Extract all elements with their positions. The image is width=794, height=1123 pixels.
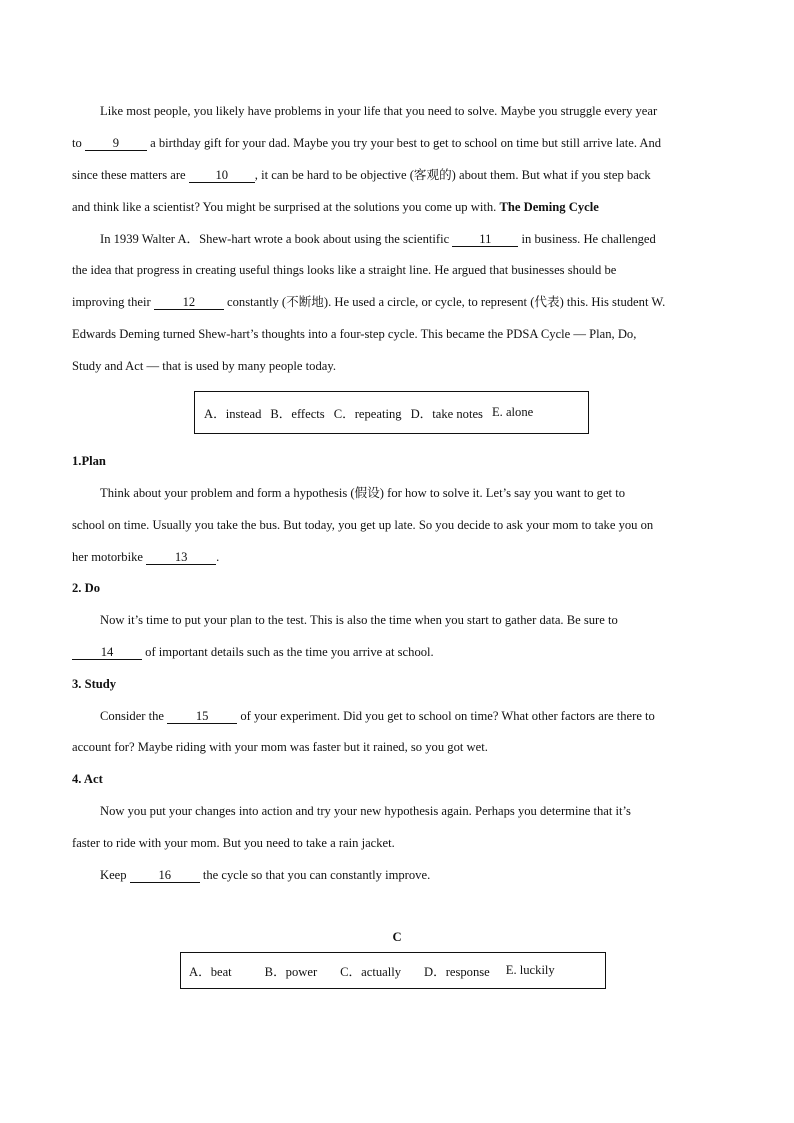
act-line-1	[100, 803, 631, 819]
text: faster to ride with your mom. But you need to take a rain jacket.	[72, 836, 395, 850]
plan-line-3	[72, 549, 219, 565]
heading-plan: 1.Plan	[72, 454, 106, 468]
section-title-deming-cycle: The Deming Cycle	[499, 200, 599, 214]
act-line-2	[72, 835, 395, 851]
p2-line-3	[72, 294, 665, 310]
text: Edwards Deming turned Shew-hart’s thoughts into a four-step cycle. This became the PDSA Cycle — Plan, Do,	[72, 327, 637, 341]
p2-line-2	[72, 262, 616, 278]
text: the cycle so that you can constantly improve.	[202, 868, 431, 882]
text: of your experiment. Did you get to school on time? What other factors are there to	[240, 709, 655, 723]
text: in business. He challenged	[521, 232, 656, 246]
blank-15[interactable]: 15	[167, 709, 237, 724]
text: a birthday gift for your dad. Maybe you try your best to get to school on time but still arrive late. And	[150, 136, 662, 150]
option-a: A．beat	[189, 965, 232, 979]
text: In 1939 Walter A．Shew-hart wrote a book about using the scientific	[100, 232, 450, 246]
options-box-1	[194, 391, 589, 434]
plan-line-1	[100, 485, 625, 501]
act-line-3	[100, 867, 430, 883]
text: , it can be hard to be objective (客观的) about them. But what if you step back	[254, 168, 651, 182]
text: constantly (不断地). He used a circle, or cycle, to represent (代表) this. His student W.	[227, 295, 666, 309]
text: school on time. Usually you take the bus. But today, you get up late. So you decide to ask your mom to take you on	[72, 518, 654, 532]
p2-line-4	[72, 326, 636, 342]
p2-line-1	[100, 231, 656, 247]
blank-11[interactable]: 11	[452, 232, 518, 247]
do-line-2	[72, 644, 434, 660]
text: to	[72, 136, 82, 150]
option-d: D．take notes	[410, 407, 483, 421]
heading-act: 4. Act	[72, 772, 103, 786]
plan-line-2	[72, 517, 653, 533]
option-e: E. luckily	[505, 963, 555, 977]
p1-line-4	[72, 199, 599, 215]
text: Now you put your changes into action and try your new hypothesis again. Perhaps you determine that it’s	[100, 804, 631, 818]
p1-line-2	[72, 135, 661, 151]
section-c-label: C	[392, 930, 402, 944]
option-c: C．actually	[340, 965, 401, 979]
p1-line-1	[100, 103, 657, 119]
text: Study and Act — that is used by many people today.	[72, 359, 336, 373]
blank-14[interactable]: 14	[72, 645, 142, 660]
text: Think about your problem and form a hypothesis (假设) for how to solve it. Let’s say you want to get to	[100, 486, 626, 500]
blank-13[interactable]: 13	[146, 550, 216, 565]
text: the idea that progress in creating useful things looks like a straight line. He argued that businesses should be	[72, 263, 617, 277]
study-line-1	[100, 708, 655, 724]
options-box-2	[180, 952, 606, 989]
do-line-1	[100, 612, 618, 628]
text: Now it’s time to put your plan to the test. This is also the time when you start to gather data. Be sure to	[100, 613, 618, 627]
option-d: D．response	[424, 965, 490, 979]
text: .	[216, 550, 220, 564]
text: her motorbike	[72, 550, 143, 564]
p1-line-3	[72, 167, 651, 183]
text: Keep	[100, 868, 127, 882]
option-b: B．effects	[270, 407, 325, 421]
text: of important details such as the time you arrive at school.	[145, 645, 434, 659]
text: since these matters are	[72, 168, 186, 182]
study-line-2	[72, 739, 488, 755]
option-a: A．instead	[204, 407, 262, 421]
text: improving their	[72, 295, 151, 309]
option-e: E. alone	[491, 405, 534, 419]
heading-do: 2. Do	[72, 581, 100, 595]
blank-16[interactable]: 16	[130, 868, 200, 883]
text: Consider the	[100, 709, 165, 723]
blank-10[interactable]: 10	[189, 168, 255, 183]
blank-12[interactable]: 12	[154, 295, 224, 310]
p2-line-5	[72, 358, 336, 374]
text: account for? Maybe riding with your mom was faster but it rained, so you got wet.	[72, 740, 488, 754]
blank-9[interactable]: 9	[85, 136, 147, 151]
heading-study: 3. Study	[72, 677, 117, 691]
text: and think like a scientist? You might be surprised at the solutions you come up with.	[72, 200, 497, 214]
option-c: C．repeating	[333, 407, 402, 421]
text: Like most people, you likely have problems in your life that you need to solve. Maybe you struggle every year	[100, 104, 658, 118]
option-b: B．power	[264, 965, 318, 979]
